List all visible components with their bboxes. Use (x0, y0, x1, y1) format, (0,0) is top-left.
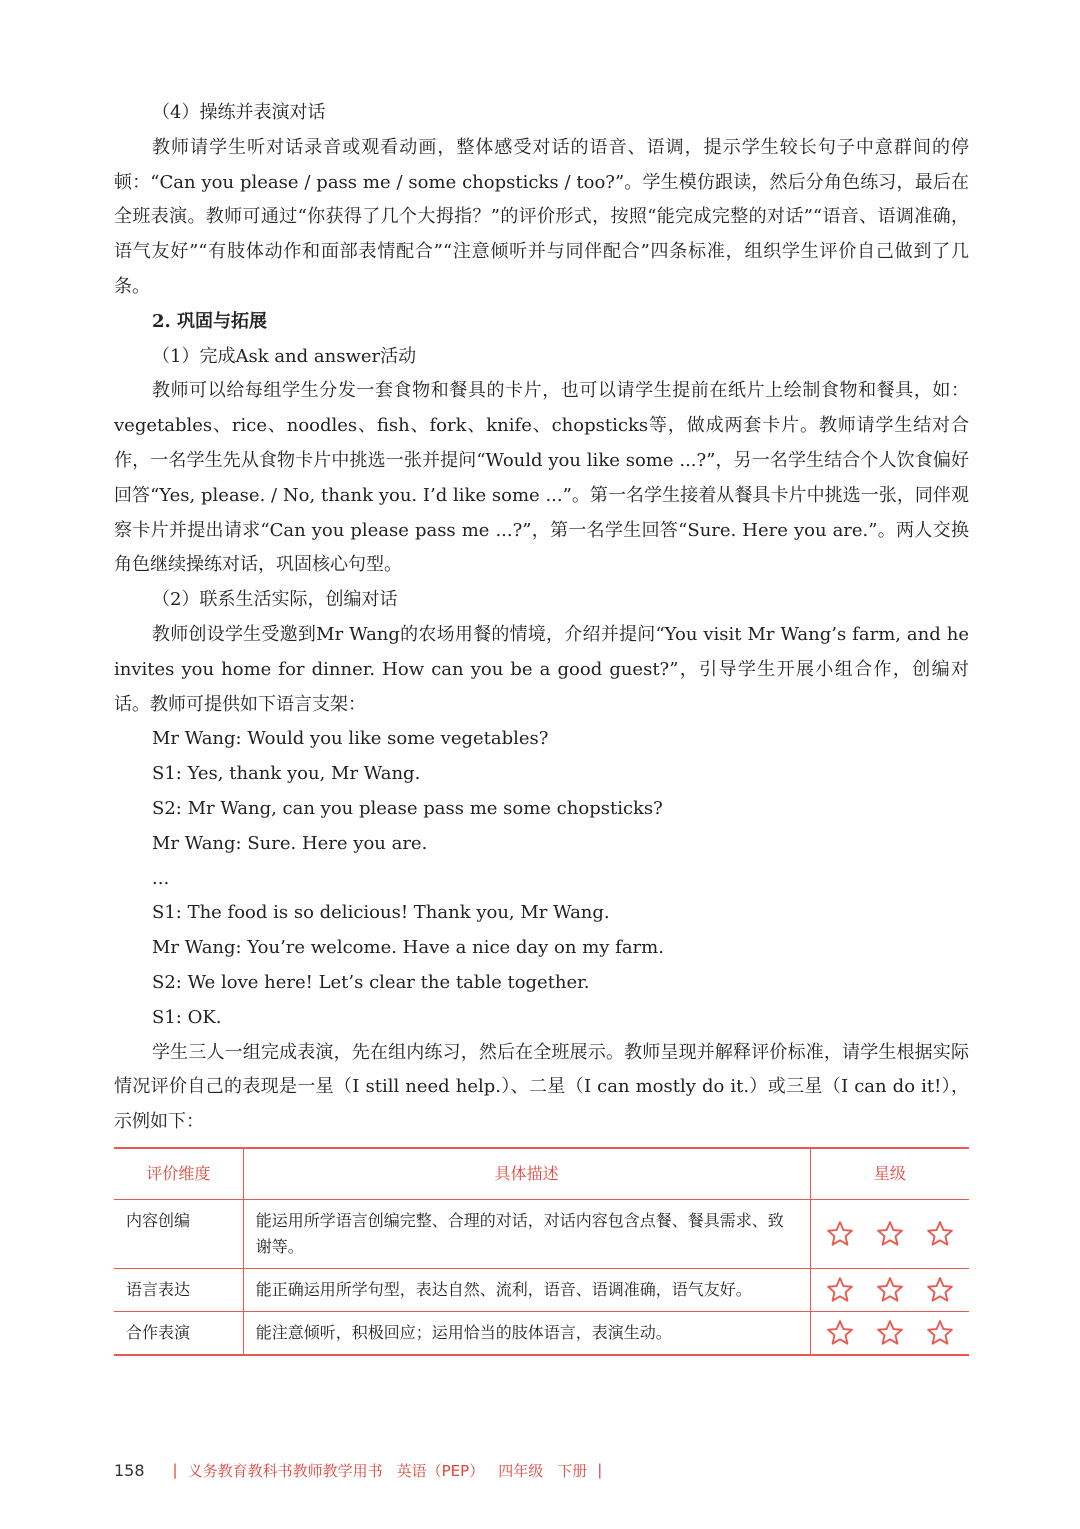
rubric-stars (810, 1312, 969, 1356)
star-group (815, 1319, 965, 1347)
subheading-4: （4）操练并表演对话 (152, 102, 326, 123)
rubric-description: 能运用所学语言创编完整、合理的对话，对话内容包含点餐、餐具需求、致谢等。 (243, 1200, 810, 1269)
star-icon[interactable] (876, 1220, 904, 1248)
volume: 下册 (557, 1461, 588, 1480)
section-heading-2: 2. 巩固与拓展 (152, 310, 268, 332)
dialogue-line: Mr Wang: You’re welcome. Have a nice day on my farm. (152, 937, 664, 959)
header-dimension: 评价维度 (114, 1148, 243, 1200)
rubric-header-row (114, 1148, 969, 1200)
rubric-row (114, 1312, 969, 1356)
star-icon[interactable] (926, 1319, 954, 1347)
divider: | (172, 1461, 178, 1479)
dialogue-line: ... (152, 867, 170, 889)
header-stars: 星级 (810, 1148, 969, 1200)
rubric-description: 能正确运用所学句型，表达自然、流利，语音、语调准确，语气友好。 (243, 1269, 810, 1312)
paragraph-1: 教师请学生听对话录音或观看动画，整体感受对话的语音、语调，提示学生较长句子中意群间的停顿：“Can you please / pass me / some chopsticks / too?”。学生模仿跟读，然后分角色练习，最后在全班表演。教师可通过“你获得了几个大拇指？”的评价形式，按照“能完成完整的对话”“语音、语调准确，语气友好”“有肢体动作和面部表情配合”“注意倾听并与同伴配合”四条标准，组织学生评价自己做到了几条。 (114, 136, 969, 297)
rubric-dimension: 内容创编 (114, 1200, 243, 1269)
dialogue-line: S1: The food is so delicious! Thank you, Mr Wang. (152, 902, 610, 924)
rubric-description: 能注意倾听，积极回应；运用恰当的肢体语言，表演生动。 (243, 1312, 810, 1356)
book-title: 义务教育教科书教师教学用书 (187, 1461, 383, 1480)
subheading-2: （2）联系生活实际，创编对话 (152, 589, 398, 611)
star-icon[interactable] (826, 1319, 854, 1347)
star-icon[interactable] (926, 1220, 954, 1248)
rubric-stars (810, 1269, 969, 1312)
header-description: 具体描述 (243, 1148, 810, 1200)
star-icon[interactable] (876, 1276, 904, 1304)
subject: 英语（PEP） (396, 1461, 485, 1480)
divider: | (597, 1461, 603, 1479)
paragraph-4: 学生三人一组完成表演，先在组内练习，然后在全班展示。教师呈现并解释评价标准，请学生根据实际情况评价自己的表现是一星（I still need help.）、二星（I can mostly do it.）或三星（I can do it!），示例如下： (114, 1041, 969, 1133)
page-footer (114, 1458, 612, 1482)
star-group (815, 1220, 965, 1248)
star-group (815, 1276, 965, 1304)
evaluation-rubric-table (114, 1147, 969, 1356)
star-icon[interactable] (876, 1319, 904, 1347)
subheading-1: （1）完成Ask and answer活动 (152, 345, 417, 367)
grade: 四年级 (498, 1461, 544, 1480)
star-icon[interactable] (926, 1276, 954, 1304)
rubric-row (114, 1269, 969, 1312)
paragraph-2: 教师可以给每组学生分发一套食物和餐具的卡片，也可以请学生提前在纸片上绘制食物和餐具，如：vegetables、rice、noodles、fish、fork、knife、chopsticks等，做成两套卡片。教师请学生结对合作，一名学生先从食物卡片中挑选一张并提问“Would you like some ...?”，另一名学生结合个人饮食偏好回答“Yes, please. / No, thank you. I’d like some ...”。第一名学生接着从餐具卡片中挑选一张，同伴观察卡片并提出请求“Can you please pass me ...?”，第一名学生回答“Sure. Here you are.”。两人交换角色继续操练对话，巩固核心句型。 (114, 380, 969, 576)
dialogue-line: Mr Wang: Would you like some vegetables? (152, 728, 549, 750)
dialogue-line: S1: OK. (152, 1006, 222, 1028)
rubric-dimension: 语言表达 (114, 1269, 243, 1312)
rubric-row (114, 1200, 969, 1269)
rubric-stars (810, 1200, 969, 1269)
star-icon[interactable] (826, 1220, 854, 1248)
dialogue-line: S1: Yes, thank you, Mr Wang. (152, 763, 421, 785)
main-content (114, 96, 969, 1140)
paragraph-3: 教师创设学生受邀到Mr Wang的农场用餐的情境，介绍并提问“You visit Mr Wang’s farm, and he invites you home for dinner. How can you be a good guest?”，引导学生开展小组合作，创编对话。教师可提供如下语言支架： (114, 623, 969, 715)
page-number: 158 (114, 1460, 145, 1480)
dialogue-line: Mr Wang: Sure. Here you are. (152, 832, 428, 854)
dialogue-line: S2: Mr Wang, can you please pass me some chopsticks? (152, 797, 663, 819)
dialogue-line: S2: We love here! Let’s clear the table together. (152, 971, 590, 993)
star-icon[interactable] (826, 1276, 854, 1304)
rubric-dimension: 合作表演 (114, 1312, 243, 1356)
